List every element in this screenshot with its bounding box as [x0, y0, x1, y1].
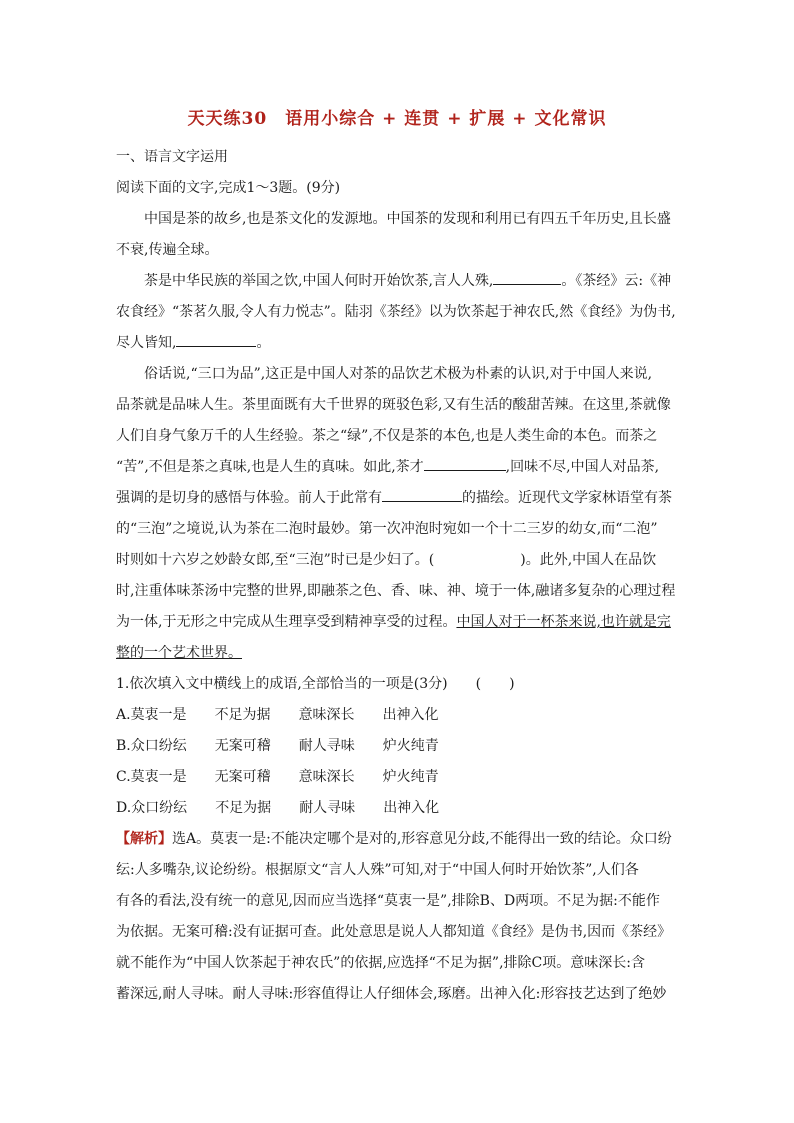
passage-line	[116, 452, 682, 483]
passage-line: 农食经》“茶茗久服,令人有力悦志”。陆羽《茶经》以为饮茶起于神农氏,然《食经》为伪书,	[116, 304, 676, 320]
question-stem	[116, 669, 682, 700]
option-item: 众口纷纭	[130, 738, 187, 754]
analysis-line: 蓄深远,耐人寻味。耐人寻味:形容值得让人仔细体会,琢磨。出神入化:形容技艺达到了绝妙	[116, 986, 667, 1002]
option-item: 耐人寻味	[299, 800, 356, 816]
option-item: 耐人寻味	[298, 738, 355, 754]
option-item: 无案可稽	[214, 769, 271, 785]
document-body	[116, 142, 682, 1010]
answer-paren-open: (	[475, 676, 482, 692]
passage-text: 尽人皆知,	[116, 335, 177, 351]
analysis-line: 有各的看法,没有统一的意见,因而应当选择“莫衷一是”,排除B、D两项。不足为据:不能作	[116, 893, 660, 909]
option-item: 出神入化	[382, 707, 439, 723]
passage-line: 时,注重体味茶汤中完整的世界,即融茶之色、香、味、神、境于一体,融诸多复杂的心理过程	[116, 583, 676, 599]
passage-line: 中国是茶的故乡,也是茶文化的发源地。中国茶的发现和利用已有四五千年历史,且长盛	[144, 211, 671, 227]
passage-text: )。此外,中国人在品饮	[520, 552, 657, 568]
passage-text: 时则如十六岁之妙龄女郎,至“三泡”时已是少妇了。(	[116, 552, 435, 568]
option-item: 炉火纯青	[382, 769, 439, 785]
answer-paren-close: )	[509, 676, 515, 692]
analysis-line	[116, 824, 682, 855]
analysis-line: 就不能作为“中国人饮茶起于神农氏”的依据,应选择“不足为据”,排除C项。意味深长:含	[116, 955, 645, 971]
passage-line: 俗话说,“三口为品”,这正是中国人对茶的品饮艺术极为朴素的认识,对于中国人来说,	[144, 366, 653, 382]
analysis-tag: 【解析】	[116, 831, 172, 847]
analysis-line: 纭:人多嘴杂,议论纷纷。根据原文“言人人殊”可知,对于“中国人何时开始饮茶”,人们各	[116, 862, 639, 878]
question-text: 1.依次填入文中横线上的成语,全部恰当的一项是(3分)	[116, 676, 448, 692]
option-label: D.	[116, 800, 132, 816]
passage-text: ,回味不尽,中国人对品茶,	[505, 459, 660, 475]
underlined-sentence: 整的一个艺术世界。	[116, 645, 242, 661]
passage-line	[116, 328, 682, 359]
option-label: A.	[116, 707, 131, 723]
passage-text: 。《茶经》云:《神	[561, 273, 672, 289]
passage-line	[116, 638, 682, 669]
passage-line	[116, 545, 682, 576]
passage-line: 品茶就是品味人生。茶里面既有大千世界的斑驳色彩,又有生活的酸甜苦辣。在这里,茶就像	[116, 397, 671, 413]
fill-blank-2	[176, 328, 256, 347]
passage-line	[116, 607, 682, 638]
passage-text: 茶是中华民族的举国之饮,中国人何时开始饮茶,言人人殊,	[144, 273, 494, 289]
option-item: 莫衷一是	[130, 769, 187, 785]
underlined-sentence: 中国人对于一杯茶来说,也许就是完	[456, 614, 671, 630]
passage-text: “苦”,不但是茶之真味,也是人生的真味。如此,茶才	[116, 459, 424, 475]
page-title: 天天练30 语用小综合 + 连贯 + 扩展 + 文化常识	[187, 109, 607, 129]
option-label: B.	[116, 738, 131, 754]
fill-blank-3	[424, 452, 506, 471]
option-item: 不足为据	[214, 707, 271, 723]
passage-text: 。	[256, 335, 271, 351]
option-item: 众口纷纭	[131, 800, 188, 816]
passage-text: 为一体,于无形之中完成从生理享受到精神享受的过程。	[116, 614, 457, 630]
option-item: 出神入化	[383, 800, 440, 816]
reading-instruction: 阅读下面的文字,完成1～3题。(9分)	[116, 180, 341, 196]
passage-text: 的描绘。近现代文学家林语堂有茶	[462, 490, 672, 506]
option-item: 莫衷一是	[130, 707, 187, 723]
analysis-line: 为依据。无案可稽:没有证据可查。此处意思是说人人都知道《食经》是伪书,因而《茶经》	[116, 924, 672, 940]
passage-line	[116, 266, 682, 297]
option-item: 无案可稽	[214, 738, 271, 754]
option-item: 意味深长	[298, 707, 355, 723]
option-a	[116, 700, 682, 731]
passage-line: 不衰,传遍全球。	[116, 242, 219, 258]
option-item: 意味深长	[298, 769, 355, 785]
fill-blank-1	[493, 266, 561, 285]
passage-text: 强调的是切身的感悟与体验。前人于此常有	[116, 490, 382, 506]
passage-line	[116, 483, 682, 514]
option-b	[116, 731, 682, 762]
option-d	[116, 793, 682, 824]
option-label: C.	[116, 769, 131, 785]
option-item: 炉火纯青	[382, 738, 439, 754]
fill-blank-4	[382, 483, 462, 502]
options-list	[116, 700, 682, 824]
analysis-text: 选A。莫衷一是:不能决定哪个是对的,形容意见分歧,不能得出一致的结论。众口纷	[172, 831, 672, 847]
passage-line: 的“三泡”之境说,认为茶在二泡时最妙。第一次冲泡时宛如一个十二三岁的幼女,而“二泡”	[116, 521, 658, 537]
option-item: 不足为据	[215, 800, 272, 816]
section-heading: 一、语言文字运用	[116, 149, 228, 165]
passage-line: 人们自身气象万千的人生经验。茶之“绿”,不仅是茶的本色,也是人类生命的本色。而茶之	[116, 428, 658, 444]
option-c	[116, 762, 682, 793]
